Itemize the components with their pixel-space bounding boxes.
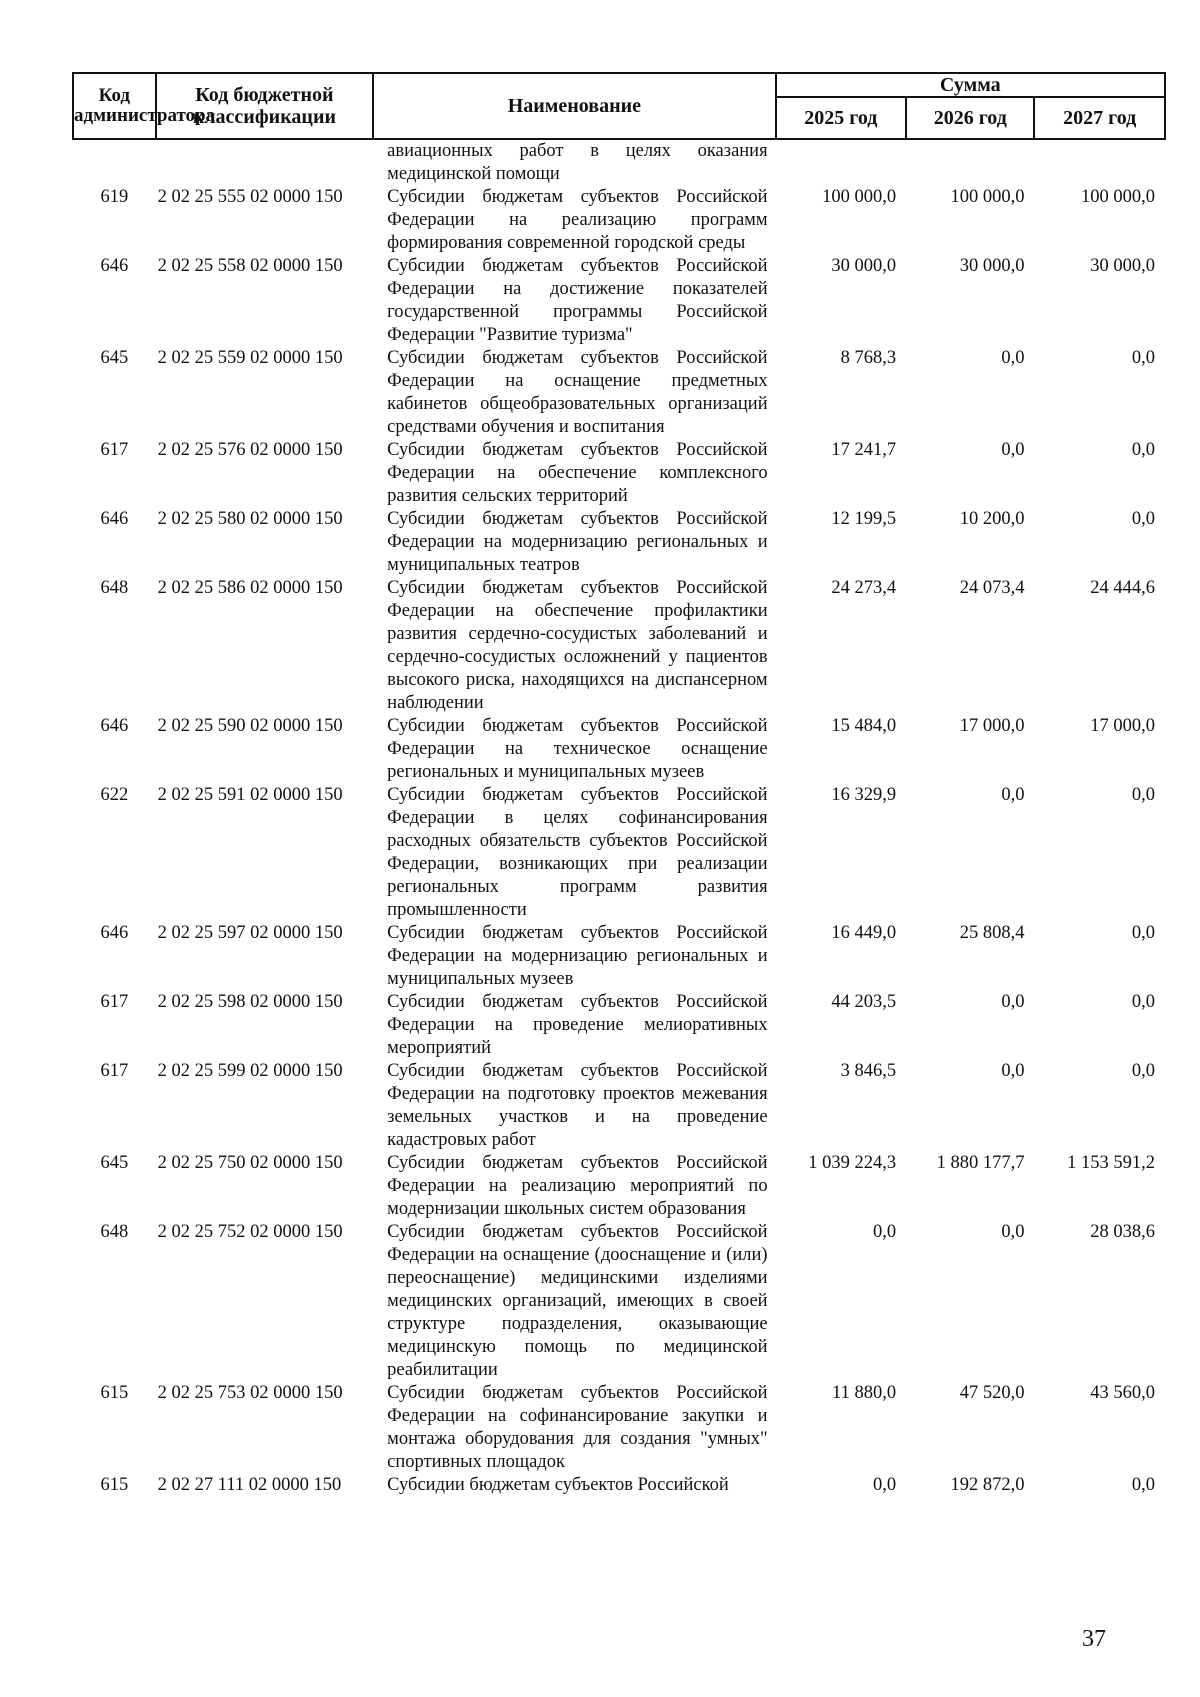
sum-2025-cell: 1 039 224,3 [808, 1153, 897, 1173]
table-row [73, 1221, 1165, 1382]
header-admin-code: Код администратора [73, 73, 156, 139]
sum-2026-cell: 17 000,0 [959, 716, 1025, 736]
sum-2025-cell: 44 203,5 [831, 992, 897, 1012]
sum-2025-cell: 15 484,0 [831, 716, 897, 736]
table-row [73, 991, 1165, 1060]
sum-2027-cell [1034, 139, 1165, 186]
admin-code-cell: 648 [100, 1222, 129, 1242]
sum-2026-cell: 100 000,0 [950, 187, 1025, 207]
table-body [73, 139, 1165, 1497]
admin-code-cell [73, 139, 156, 186]
table-row [73, 922, 1165, 991]
sum-2026-cell: 1 880 177,7 [936, 1153, 1025, 1173]
admin-code-cell: 646 [100, 923, 129, 943]
sum-2027-cell: 17 000,0 [1090, 716, 1155, 736]
sum-2026-cell: 10 200,0 [959, 509, 1025, 529]
sum-2027-cell: 0,0 [1131, 923, 1155, 943]
header-kbk: Код бюджетной классификации [156, 73, 374, 139]
kbk-cell: 2 02 25 555 02 0000 150 [157, 187, 343, 207]
header-year-2025: 2025 год [776, 97, 907, 139]
sum-2026-cell: 0,0 [1001, 785, 1025, 805]
kbk-cell: 2 02 25 753 02 0000 150 [157, 1383, 343, 1403]
sum-2025-cell: 12 199,5 [831, 509, 897, 529]
sum-2027-cell: 100 000,0 [1081, 187, 1155, 207]
name-cell: Субсидии бюджетам субъектов Российской Федерации на реализацию программ формирования современной городской среды [387, 187, 768, 253]
table-row [73, 577, 1165, 715]
name-cell: Субсидии бюджетам субъектов Российской Федерации на обеспечение комплексного развития сельских территорий [387, 440, 768, 506]
admin-code-cell: 645 [100, 348, 129, 368]
sum-2026-cell: 0,0 [1001, 348, 1025, 368]
table-row [73, 1474, 1165, 1497]
sum-2025-cell: 0,0 [872, 1222, 897, 1242]
sum-2026-cell [906, 139, 1034, 186]
name-cell: Субсидии бюджетам субъектов Российской Федерации на техническое оснащение региональных и муниципальных музеев [387, 716, 768, 782]
admin-code-cell: 622 [100, 785, 129, 805]
name-cell: Субсидии бюджетам субъектов Российской Федерации на обеспечение профилактики развития сердечно-сосудистых заболеваний и сердечно-сосудистых осложнений у пациентов высокого риска, находящихся на диспансерном наблюдении [387, 578, 768, 713]
sum-2025-cell: 0,0 [872, 1475, 897, 1495]
admin-code-cell: 615 [100, 1475, 129, 1495]
table-row [73, 439, 1165, 508]
page-number: 37 [1082, 1626, 1106, 1652]
sum-2027-cell: 0,0 [1131, 440, 1155, 460]
header-sum: Сумма [776, 73, 1165, 97]
header-name: Наименование [373, 73, 775, 139]
sum-2025-cell: 11 880,0 [832, 1383, 897, 1403]
name-cell: Субсидии бюджетам субъектов Российской Федерации на модернизацию региональных и муниципальных театров [387, 509, 768, 575]
sum-2026-cell: 30 000,0 [959, 256, 1025, 276]
table-row [73, 255, 1165, 347]
sum-2027-cell: 43 560,0 [1090, 1383, 1155, 1403]
sum-2026-cell: 24 073,4 [959, 578, 1025, 598]
sum-2027-cell: 28 038,6 [1090, 1222, 1155, 1242]
name-cell: Субсидии бюджетам субъектов Российской Федерации на достижение показателей государственной программы Российской Федерации "Развитие туризма" [387, 256, 768, 345]
sum-2025-cell [776, 139, 907, 186]
sum-2027-cell: 0,0 [1131, 509, 1155, 529]
budget-table [72, 72, 1166, 1497]
name-cell: Субсидии бюджетам субъектов Российской Федерации на модернизацию региональных и муниципальных музеев [387, 923, 768, 989]
kbk-cell: 2 02 25 752 02 0000 150 [157, 1222, 343, 1242]
admin-code-cell: 617 [100, 1061, 129, 1081]
sum-2025-cell: 3 846,5 [840, 1061, 897, 1081]
kbk-cell: 2 02 27 111 02 0000 150 [157, 1475, 342, 1495]
table-row [73, 715, 1165, 784]
sum-2027-cell: 0,0 [1131, 1061, 1155, 1081]
kbk-cell: 2 02 25 590 02 0000 150 [157, 716, 343, 736]
sum-2025-cell: 100 000,0 [822, 187, 897, 207]
table-row [73, 347, 1165, 439]
sum-2025-cell: 30 000,0 [831, 256, 897, 276]
sum-2025-cell: 8 768,3 [840, 348, 897, 368]
name-cell: Субсидии бюджетам субъектов Российской Федерации на оснащение предметных кабинетов общеобразовательных организаций средствами обучения и воспитания [387, 348, 768, 437]
table-row [73, 1060, 1165, 1152]
sum-2027-cell: 1 153 591,2 [1067, 1153, 1155, 1173]
sum-2025-cell: 17 241,7 [831, 440, 897, 460]
sum-2027-cell: 0,0 [1131, 785, 1155, 805]
kbk-cell: 2 02 25 576 02 0000 150 [157, 440, 343, 460]
table-row [73, 1152, 1165, 1221]
header-year-2027: 2027 год [1034, 97, 1165, 139]
sum-2026-cell: 0,0 [1001, 992, 1025, 1012]
admin-code-cell: 646 [100, 716, 129, 736]
admin-code-cell: 617 [100, 440, 129, 460]
admin-code-cell: 617 [100, 992, 129, 1012]
kbk-cell [156, 139, 374, 186]
sum-2026-cell: 0,0 [1001, 1222, 1025, 1242]
sum-2027-cell: 24 444,6 [1090, 578, 1155, 598]
name-cell: Субсидии бюджетам субъектов Российской Федерации на реализацию мероприятий по модернизации школьных систем образования [387, 1153, 768, 1219]
admin-code-cell: 648 [100, 578, 129, 598]
sum-2025-cell: 16 329,9 [831, 785, 897, 805]
kbk-cell: 2 02 25 586 02 0000 150 [157, 578, 343, 598]
kbk-cell: 2 02 25 558 02 0000 150 [157, 256, 343, 276]
table-row [73, 186, 1165, 255]
admin-code-cell: 619 [100, 187, 129, 207]
name-cell: авиационных работ в целях оказания медицинской помощи [387, 141, 768, 184]
sum-2027-cell: 0,0 [1131, 1475, 1155, 1495]
name-cell: Субсидии бюджетам субъектов Российской [387, 1475, 729, 1495]
admin-code-cell: 645 [100, 1153, 129, 1173]
kbk-cell: 2 02 25 597 02 0000 150 [157, 923, 343, 943]
kbk-cell: 2 02 25 598 02 0000 150 [157, 992, 343, 1012]
admin-code-cell: 615 [100, 1383, 129, 1403]
table-header [73, 73, 1165, 139]
sum-2026-cell: 192 872,0 [950, 1475, 1025, 1495]
header-year-2026: 2026 год [906, 97, 1034, 139]
name-cell: Субсидии бюджетам субъектов Российской Федерации в целях софинансирования расходных обязательств субъектов Российской Федерации, возникающих при реализации региональных программ развития промышленности [387, 785, 768, 920]
sum-2025-cell: 24 273,4 [831, 578, 897, 598]
name-cell: Субсидии бюджетам субъектов Российской Федерации на оснащение (дооснащение и (или) переоснащение) медицинскими изделиями медицинских организаций, имеющих в своей структуре подразделения, оказывающие медицинскую помощь по медицинской реабилитации [387, 1222, 768, 1380]
kbk-cell: 2 02 25 559 02 0000 150 [157, 348, 343, 368]
admin-code-cell: 646 [100, 256, 129, 276]
sum-2026-cell: 0,0 [1001, 1061, 1025, 1081]
sum-2027-cell: 30 000,0 [1090, 256, 1155, 276]
name-cell: Субсидии бюджетам субъектов Российской Федерации на проведение мелиоративных мероприятий [387, 992, 768, 1058]
sum-2025-cell: 16 449,0 [831, 923, 897, 943]
kbk-cell: 2 02 25 599 02 0000 150 [157, 1061, 343, 1081]
kbk-cell: 2 02 25 750 02 0000 150 [157, 1153, 343, 1173]
sum-2026-cell: 0,0 [1001, 440, 1025, 460]
sum-2027-cell: 0,0 [1131, 992, 1155, 1012]
sum-2026-cell: 47 520,0 [959, 1383, 1025, 1403]
admin-code-cell: 646 [100, 509, 129, 529]
table-row [73, 784, 1165, 922]
kbk-cell: 2 02 25 580 02 0000 150 [157, 509, 343, 529]
table-row [73, 1382, 1165, 1474]
sum-2027-cell: 0,0 [1131, 348, 1155, 368]
kbk-cell: 2 02 25 591 02 0000 150 [157, 785, 343, 805]
sum-2026-cell: 25 808,4 [959, 923, 1025, 943]
table-row [73, 508, 1165, 577]
table-row [73, 139, 1165, 186]
name-cell: Субсидии бюджетам субъектов Российской Федерации на подготовку проектов межевания земельных участков и на проведение кадастровых работ [387, 1061, 768, 1150]
name-cell: Субсидии бюджетам субъектов Российской Федерации на софинансирование закупки и монтажа оборудования для создания "умных" спортивных площадок [387, 1383, 768, 1472]
